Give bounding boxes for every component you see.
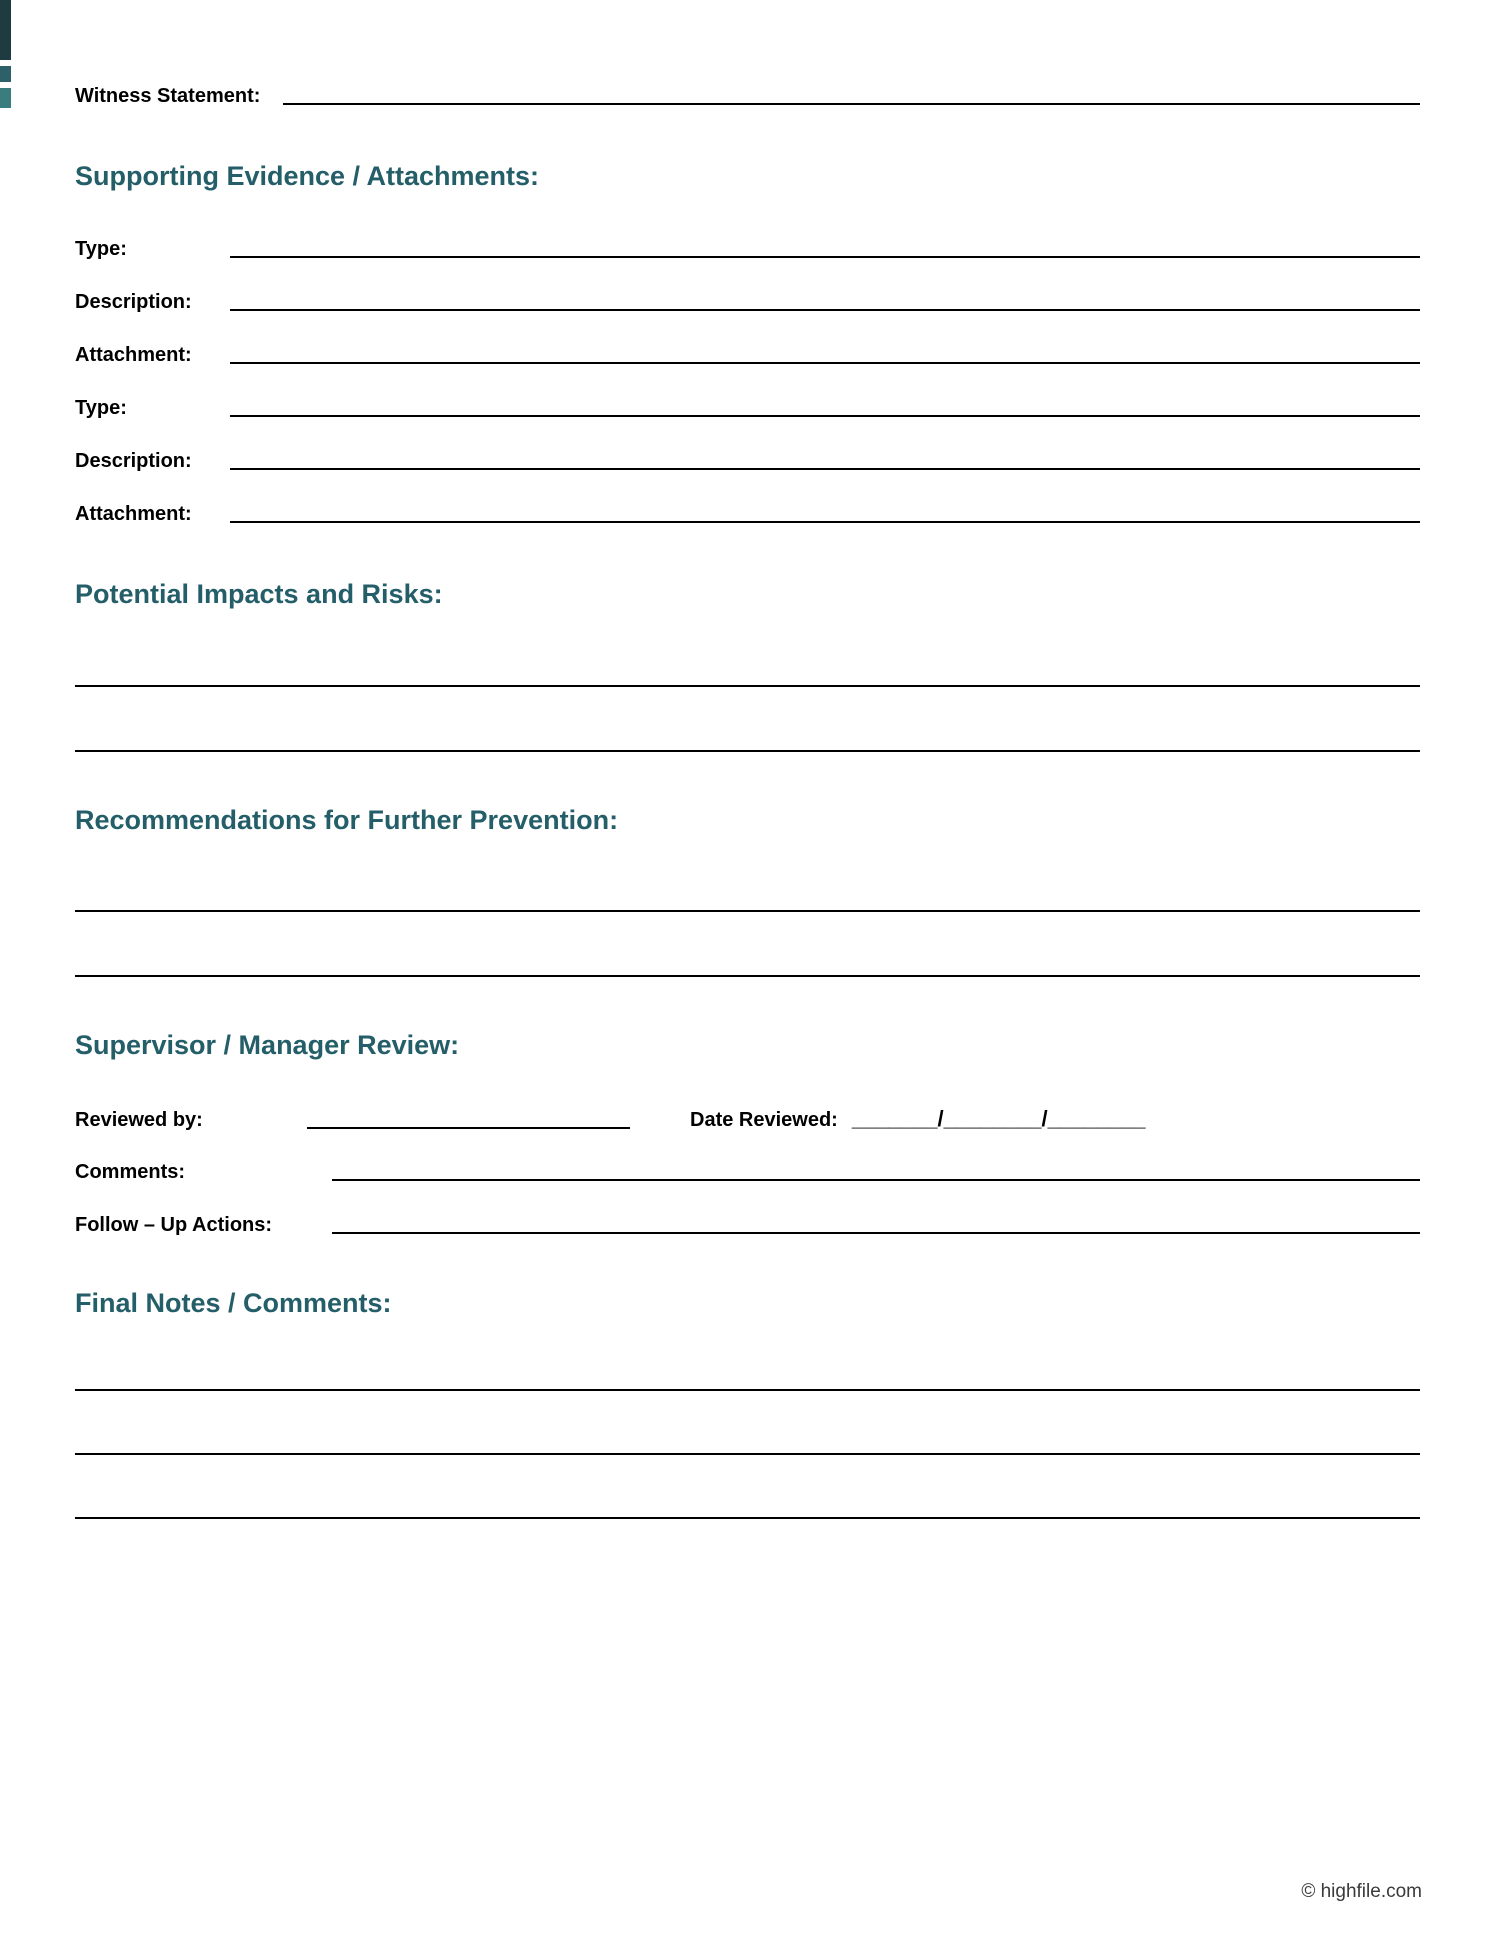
supervisor-comments-input[interactable] — [332, 1179, 1420, 1181]
final-notes-line-3[interactable] — [75, 1517, 1420, 1519]
accent-square-upper — [0, 66, 11, 82]
evidence-attachment-label-2: Attachment: — [75, 503, 192, 526]
potential-impacts-heading: Potential Impacts and Risks: — [75, 579, 443, 610]
reviewed-by-label: Reviewed by: — [75, 1108, 203, 1131]
witness-statement-row — [75, 84, 1420, 108]
recommendations-line-2[interactable] — [75, 975, 1420, 977]
evidence-description-input-1[interactable] — [230, 309, 1420, 311]
evidence-description-row-2 — [75, 449, 1420, 473]
evidence-description-row-1 — [75, 290, 1420, 314]
evidence-description-input-2[interactable] — [230, 468, 1420, 470]
potential-impacts-line-2[interactable] — [75, 750, 1420, 752]
final-notes-line-2[interactable] — [75, 1453, 1420, 1455]
evidence-type-input-1[interactable] — [230, 256, 1420, 258]
evidence-description-label-2: Description: — [75, 450, 192, 473]
date-reviewed-input[interactable]: _______/________/________ — [851, 1105, 1146, 1131]
follow-up-actions-label: Follow – Up Actions: — [75, 1213, 273, 1236]
evidence-type-label-2: Type: — [75, 397, 127, 420]
supervisor-review-heading: Supervisor / Manager Review: — [75, 1030, 460, 1061]
date-reviewed-label: Date Reviewed: — [690, 1108, 838, 1131]
supervisor-comments-label: Comments: — [75, 1160, 186, 1183]
recommendations-line-1[interactable] — [75, 910, 1420, 912]
evidence-description-label-1: Description: — [75, 291, 192, 314]
follow-up-actions-row — [75, 1213, 1420, 1237]
supervisor-comments-row — [75, 1160, 1420, 1184]
witness-statement-label: Witness Statement: — [75, 85, 261, 107]
document-content — [75, 0, 1420, 1519]
evidence-attachment-input-2[interactable] — [230, 521, 1420, 523]
evidence-type-row-1 — [75, 237, 1420, 261]
accent-bar-main — [0, 0, 11, 60]
evidence-attachment-row-1 — [75, 343, 1420, 367]
evidence-attachment-input-1[interactable] — [230, 362, 1420, 364]
final-notes-heading: Final Notes / Comments: — [75, 1287, 392, 1318]
accent-square-lower — [0, 88, 11, 108]
reviewed-by-row — [75, 1106, 1420, 1132]
follow-up-actions-input[interactable] — [332, 1232, 1420, 1234]
potential-impacts-line-1[interactable] — [75, 685, 1420, 687]
final-notes-line-1[interactable] — [75, 1389, 1420, 1391]
evidence-type-row-2 — [75, 396, 1420, 420]
recommendations-heading: Recommendations for Further Prevention: — [75, 804, 619, 835]
footer-copyright: © highfile.com — [1301, 1881, 1422, 1902]
reviewed-by-input[interactable] — [307, 1127, 630, 1129]
evidence-attachment-label-1: Attachment: — [75, 344, 192, 367]
supporting-evidence-heading: Supporting Evidence / Attachments: — [75, 161, 540, 191]
evidence-type-input-2[interactable] — [230, 415, 1420, 417]
evidence-type-label-1: Type: — [75, 238, 127, 261]
evidence-attachment-row-2 — [75, 502, 1420, 526]
witness-statement-input[interactable] — [283, 103, 1420, 105]
decorative-accent-bar — [0, 0, 16, 110]
